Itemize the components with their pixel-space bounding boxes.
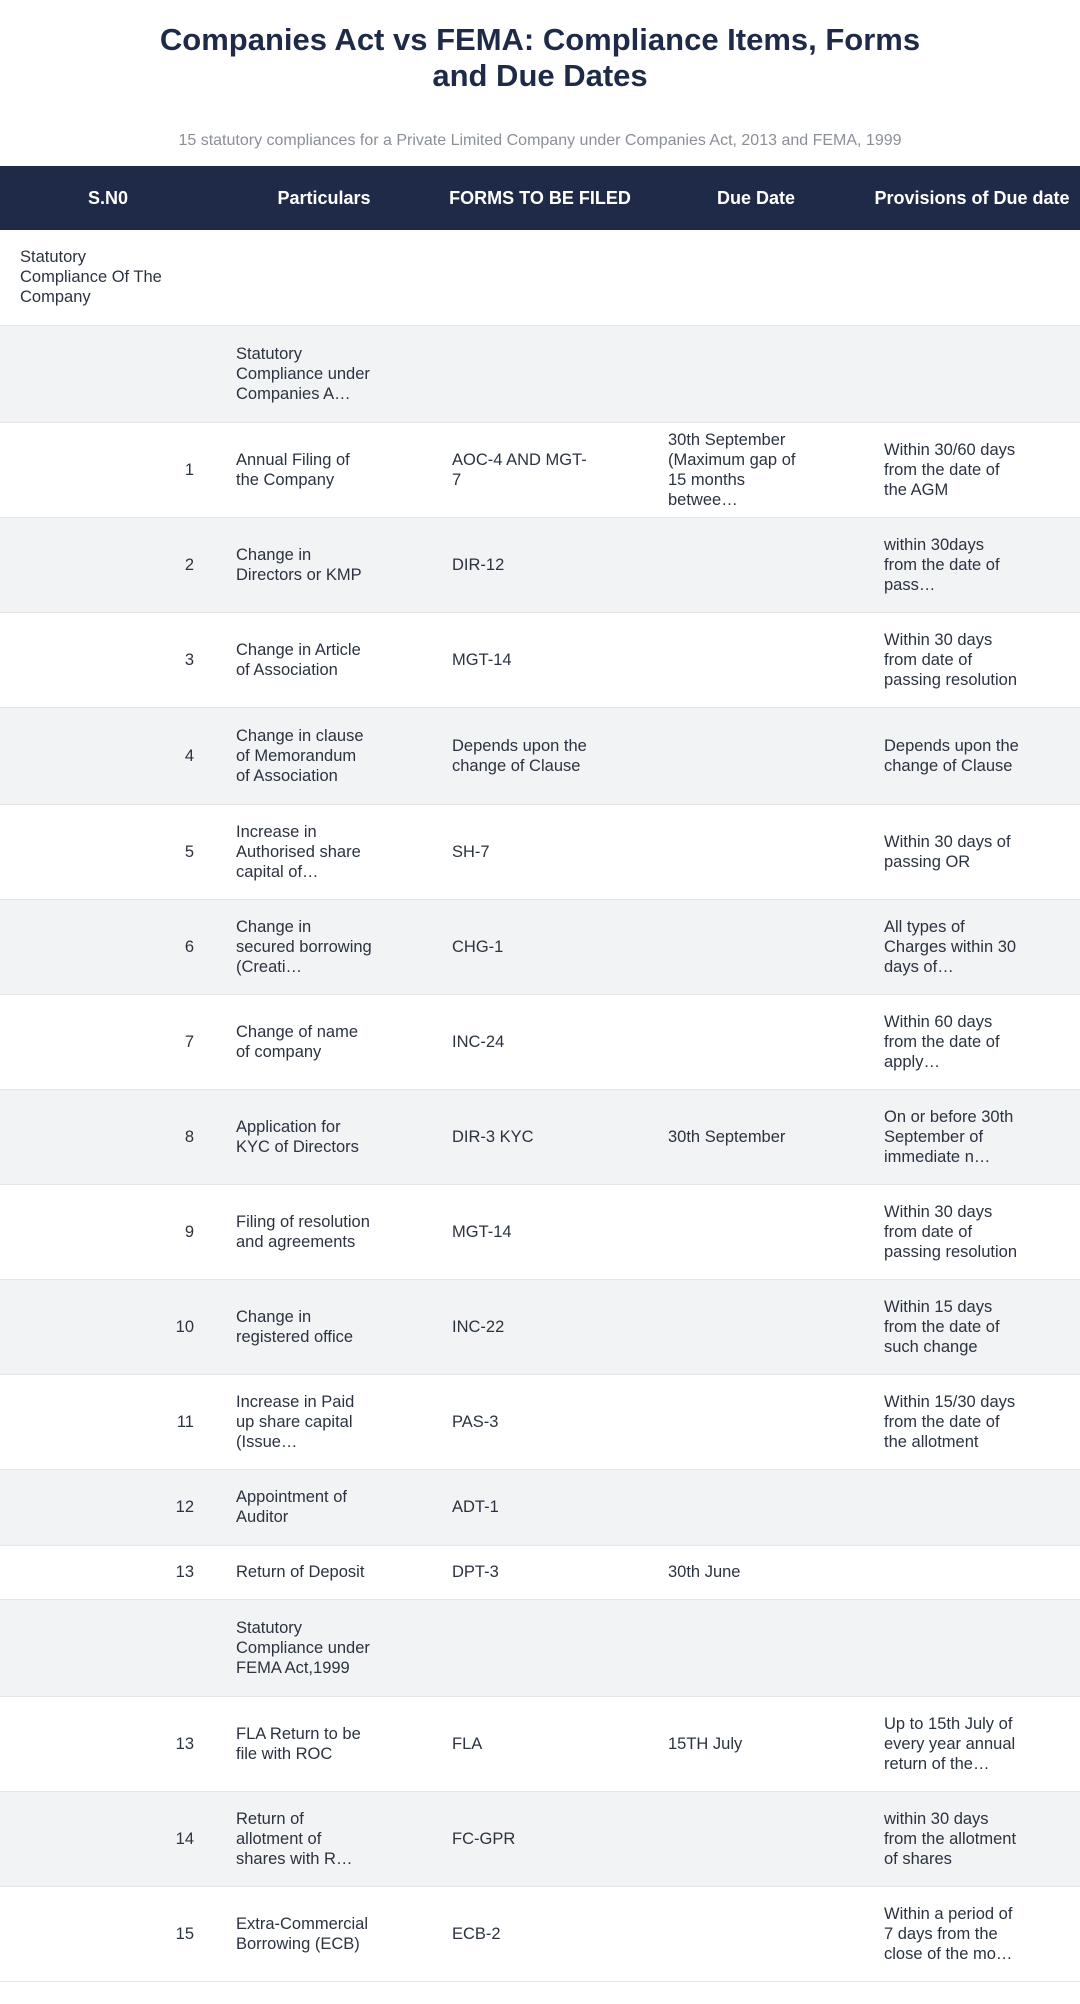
due-date-cell: 15TH July	[648, 1696, 864, 1791]
sno-cell: 7	[0, 994, 216, 1089]
provision-cell: Within 60 days from the date of apply…	[864, 994, 1080, 1089]
due-date-cell	[648, 1469, 864, 1545]
sno-cell: 8	[0, 1089, 216, 1184]
particulars-cell: FLA Return to be file with ROC	[216, 1696, 432, 1791]
table-row	[0, 1279, 1080, 1374]
provision-cell: Within a period of 7 days from the close of the mo…	[864, 1886, 1080, 1981]
due-date-cell: 30th September	[648, 1089, 864, 1184]
due-date-cell	[648, 612, 864, 707]
table-row	[0, 230, 1080, 325]
due-date-cell	[648, 804, 864, 899]
section-title-cell: Statutory Compliance Of The Company	[0, 230, 216, 325]
particulars-cell: Change of name of company	[216, 994, 432, 1089]
particulars-cell: Annual Filing of the Company	[216, 422, 432, 517]
header-forms: FORMS TO BE FILED	[432, 166, 648, 230]
page-title	[0, 0, 1080, 94]
provision-cell: Depends upon the change of Clause	[864, 707, 1080, 804]
provision-cell: On or before 30th September of immediate n…	[864, 1089, 1080, 1184]
table-row	[0, 1791, 1080, 1886]
provision-cell	[864, 230, 1080, 325]
sno-cell: 15	[0, 1886, 216, 1981]
form-cell: AOC-4 AND MGT-7	[432, 422, 648, 517]
due-date-cell	[648, 1184, 864, 1279]
particulars-cell: Return of Deposit	[216, 1545, 432, 1599]
sno-cell: 6	[0, 899, 216, 994]
provision-cell: within 30 days from the allotment of shares	[864, 1791, 1080, 1886]
particulars-cell: Change in secured borrowing (Creati…	[216, 899, 432, 994]
sno-cell	[0, 325, 216, 422]
header-provisions: Provisions of Due date	[864, 166, 1080, 230]
form-cell: ECB-2	[432, 1886, 648, 1981]
header-particulars: Particulars	[216, 166, 432, 230]
form-cell: SH-7	[432, 804, 648, 899]
particulars-cell: Change in clause of Memorandum of Association	[216, 707, 432, 804]
form-cell: FLA	[432, 1696, 648, 1791]
provision-cell: Within 30 days from date of passing resolution	[864, 1184, 1080, 1279]
provision-cell: Within 15 days from the date of such change	[864, 1279, 1080, 1374]
sno-cell: 4	[0, 707, 216, 804]
table-row	[0, 707, 1080, 804]
header-row	[0, 166, 1080, 230]
sno-cell: 10	[0, 1279, 216, 1374]
provision-cell: within 30days from the date of pass…	[864, 517, 1080, 612]
provision-cell: Within 30/60 days from the date of the AGM	[864, 422, 1080, 517]
sno-cell: 3	[0, 612, 216, 707]
particulars-cell	[216, 230, 432, 325]
table-row	[0, 1545, 1080, 1599]
table-row	[0, 612, 1080, 707]
table-row	[0, 1599, 1080, 1696]
sno-cell: 13	[0, 1545, 216, 1599]
provision-cell	[864, 325, 1080, 422]
due-date-cell	[648, 1599, 864, 1696]
table-row	[0, 1374, 1080, 1469]
page-title-line-2: and Due Dates	[432, 58, 648, 93]
particulars-cell: Change in Directors or KMP	[216, 517, 432, 612]
sno-cell	[0, 1599, 216, 1696]
sno-cell: 13	[0, 1696, 216, 1791]
page-subtitle: 15 statutory compliances for a Private Limited Company under Companies Act, 2013 and FEMA, 1999	[178, 132, 902, 149]
particulars-cell: Extra-Commercial Borrowing (ECB)	[216, 1886, 432, 1981]
particulars-cell: Change in Article of Association	[216, 612, 432, 707]
table-row	[0, 325, 1080, 422]
form-cell	[432, 230, 648, 325]
due-date-cell	[648, 517, 864, 612]
due-date-cell	[648, 994, 864, 1089]
particulars-cell: Statutory Compliance under FEMA Act,1999	[216, 1599, 432, 1696]
due-date-cell	[648, 899, 864, 994]
form-cell: PAS-3	[432, 1374, 648, 1469]
provision-cell	[864, 1469, 1080, 1545]
sno-cell: 2	[0, 517, 216, 612]
sno-cell: 12	[0, 1469, 216, 1545]
table-row	[0, 1886, 1080, 1981]
provision-cell: Within 15/30 days from the date of the allotment	[864, 1374, 1080, 1469]
due-date-cell	[648, 230, 864, 325]
due-date-cell	[648, 325, 864, 422]
provision-cell: Up to 15th July of every year annual return of the…	[864, 1696, 1080, 1791]
sno-cell: 5	[0, 804, 216, 899]
provision-cell	[864, 1545, 1080, 1599]
form-cell: INC-24	[432, 994, 648, 1089]
provision-cell	[864, 1599, 1080, 1696]
table-row	[0, 1184, 1080, 1279]
form-cell: MGT-14	[432, 1184, 648, 1279]
sno-cell: 1	[0, 422, 216, 517]
table-body	[0, 230, 1080, 1981]
form-cell: ADT-1	[432, 1469, 648, 1545]
compliance-table	[0, 166, 1080, 1982]
form-cell	[432, 1599, 648, 1696]
particulars-cell: Statutory Compliance under Companies A…	[216, 325, 432, 422]
due-date-cell: 30th September (Maximum gap of 15 months betwee…	[648, 422, 864, 517]
sno-cell: 11	[0, 1374, 216, 1469]
due-date-cell	[648, 1374, 864, 1469]
provision-cell: All types of Charges within 30 days of…	[864, 899, 1080, 994]
form-cell: INC-22	[432, 1279, 648, 1374]
table-header	[0, 166, 1080, 230]
table-row	[0, 1696, 1080, 1791]
particulars-cell: Change in registered office	[216, 1279, 432, 1374]
sno-cell: 14	[0, 1791, 216, 1886]
particulars-cell: Increase in Authorised share capital of…	[216, 804, 432, 899]
page-title-line-1: Companies Act vs FEMA: Compliance Items, Forms	[159, 22, 921, 57]
particulars-cell: Application for KYC of Directors	[216, 1089, 432, 1184]
form-cell: Depends upon the change of Clause	[432, 707, 648, 804]
table-row	[0, 422, 1080, 517]
due-date-cell	[648, 707, 864, 804]
particulars-cell: Increase in Paid up share capital (Issue…	[216, 1374, 432, 1469]
due-date-cell	[648, 1279, 864, 1374]
provision-cell: Within 30 days from date of passing resolution	[864, 612, 1080, 707]
header-due-date: Due Date	[648, 166, 864, 230]
form-cell: CHG-1	[432, 899, 648, 994]
table-row	[0, 899, 1080, 994]
particulars-cell: Filing of resolution and agreements	[216, 1184, 432, 1279]
form-cell: MGT-14	[432, 612, 648, 707]
form-cell: DIR-3 KYC	[432, 1089, 648, 1184]
due-date-cell	[648, 1791, 864, 1886]
table-row	[0, 994, 1080, 1089]
table-row	[0, 804, 1080, 899]
table-row	[0, 1469, 1080, 1545]
due-date-cell: 30th June	[648, 1545, 864, 1599]
sno-cell: 9	[0, 1184, 216, 1279]
form-cell: DIR-12	[432, 517, 648, 612]
provision-cell: Within 30 days of passing OR	[864, 804, 1080, 899]
form-cell	[432, 325, 648, 422]
due-date-cell	[648, 1886, 864, 1981]
table-row	[0, 1089, 1080, 1184]
particulars-cell: Return of allotment of shares with R…	[216, 1791, 432, 1886]
particulars-cell: Appointment of Auditor	[216, 1469, 432, 1545]
header-sno: S.N0	[0, 166, 216, 230]
form-cell: DPT-3	[432, 1545, 648, 1599]
form-cell: FC-GPR	[432, 1791, 648, 1886]
table-row	[0, 517, 1080, 612]
